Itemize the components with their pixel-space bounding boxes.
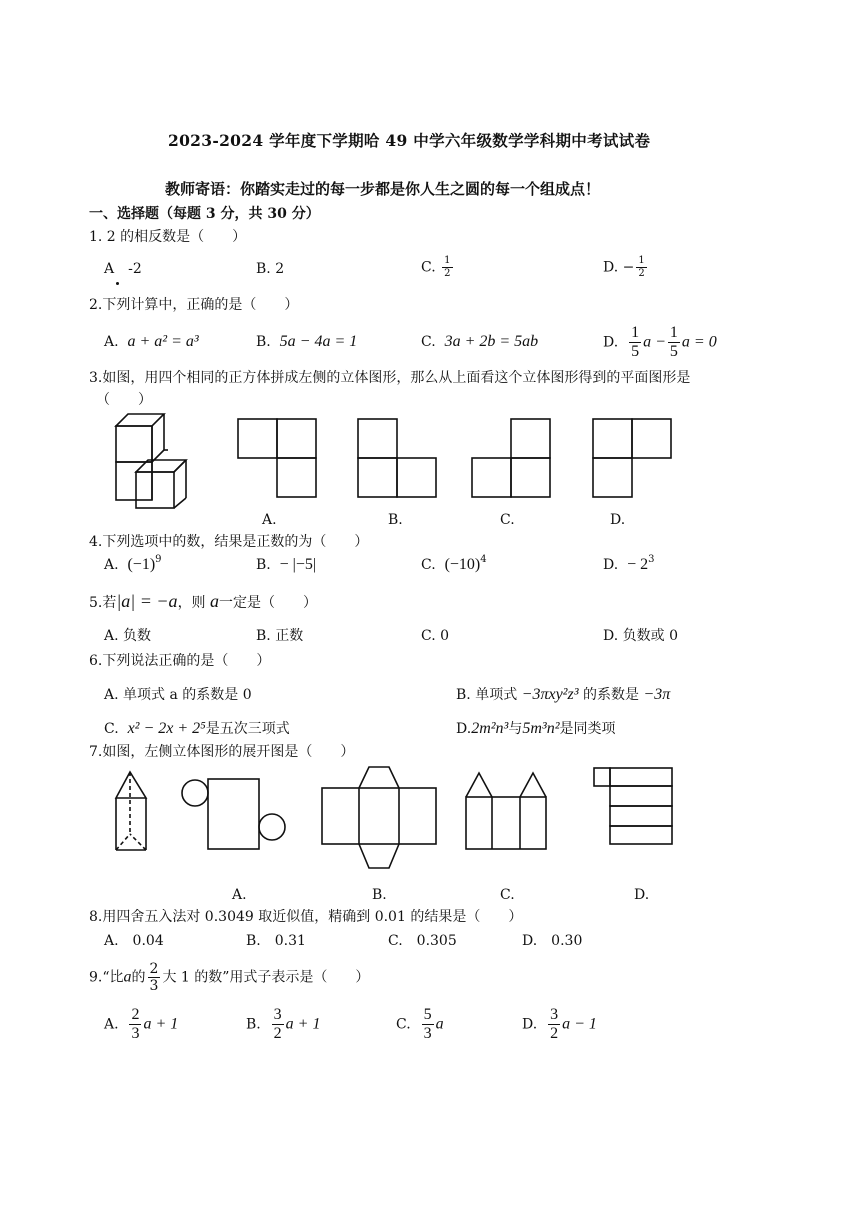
q1-option-c: C. $\frac{1}{2}$ bbox=[421, 255, 451, 279]
q7-label-d: D. bbox=[634, 887, 650, 903]
q2-option-c: C. 3a + 2b = 5ab bbox=[421, 333, 539, 350]
q7-option-b-figure bbox=[319, 764, 439, 874]
q6-option-a: A. 单项式 a 的系数是 0 bbox=[104, 687, 252, 703]
q4-option-b: B. − |−5| bbox=[256, 556, 317, 573]
q1-option-d: D. − $\frac{1}{2}$ bbox=[603, 255, 645, 279]
q1-stem: 1. 2 的相反数是（ ） bbox=[89, 229, 247, 245]
q2-stem: 2.下列计算中，正确的是（ ） bbox=[89, 297, 299, 313]
q3-option-c-figure bbox=[471, 418, 551, 498]
q5-option-c: C. 0 bbox=[421, 628, 450, 644]
q4-option-d: D. − $2^3$ bbox=[603, 554, 655, 573]
q7-option-d-figure bbox=[592, 766, 676, 848]
q3-label-a: A. bbox=[262, 512, 277, 528]
q3-cube-solid bbox=[108, 410, 204, 510]
q9-stem: 9.“比a的 $\frac{2}{3}$ 大 1 的数”用式子表示是（ ） bbox=[89, 961, 370, 994]
exam-title: 2023-2024 学年度下学期哈 49 中学六年级数学学科期中考试试卷 bbox=[168, 131, 651, 150]
q3-label-d: D. bbox=[610, 512, 626, 528]
q8-option-d: D. 0.30 bbox=[522, 933, 583, 949]
q7-label-c: C. bbox=[500, 887, 515, 903]
q3-label-b: B. bbox=[388, 512, 403, 528]
q5-option-d: D. 负数或 0 bbox=[603, 628, 678, 644]
q5-option-a: A. 负数 bbox=[104, 628, 152, 644]
q3-option-b-figure bbox=[357, 418, 437, 498]
q5-stem: 5.若|a| = −a，则 a一定是（ ） bbox=[89, 591, 318, 611]
q3-option-a-figure bbox=[237, 418, 317, 498]
q3-label-c: C. bbox=[500, 512, 515, 528]
q7-label-a: A. bbox=[232, 887, 247, 903]
q6-option-b: B. 单项式 −3πxy²z³ 的系数是 −3π bbox=[456, 686, 671, 703]
q8-option-b: B. 0.31 bbox=[246, 933, 306, 949]
q6-option-d: D.2m²n³与5m³n²是同类项 bbox=[456, 720, 616, 737]
q8-option-a: A. 0.04 bbox=[104, 933, 164, 949]
q7-prism-solid bbox=[112, 770, 152, 854]
q7-label-b: B. bbox=[372, 887, 387, 903]
q3-answer-paren: （ ） bbox=[96, 392, 152, 408]
teacher-motto: 教师寄语：你踏实走过的每一步都是你人生之圆的每一个组成点！ bbox=[165, 180, 601, 198]
q8-stem: 8.用四舍五入法对 0.3049 取近似值，精确到 0.01 的结果是（ ） bbox=[89, 909, 523, 925]
q9-option-a: A. $\frac{2}{3}$ a + 1 bbox=[104, 1006, 179, 1042]
q1-option-b: B. 2 bbox=[256, 261, 285, 277]
q4-option-c: C. $(-10)^4$ bbox=[421, 554, 487, 573]
q9-option-d: D. $\frac{3}{2}$ a − 1 bbox=[522, 1006, 597, 1042]
q2-option-a: A. a + a² = a³ bbox=[104, 333, 199, 350]
q8-option-c: C. 0.305 bbox=[388, 933, 457, 949]
q2-option-d: D. $\frac{1}{5}$ a − $\frac{1}{5}$ a = 0 bbox=[603, 324, 717, 360]
q9-option-b: B. $\frac{3}{2}$ a + 1 bbox=[246, 1006, 321, 1042]
q7-option-a-figure bbox=[181, 775, 289, 851]
q7-option-c-figure bbox=[463, 771, 549, 851]
q3-option-d-figure bbox=[592, 418, 672, 498]
q9-option-c: C. $\frac{5}{3}$ a bbox=[396, 1006, 444, 1042]
q1-option-a: A -2 bbox=[104, 261, 142, 277]
q6-stem: 6.下列说法正确的是（ ） bbox=[89, 653, 271, 669]
q4-stem: 4.下列选项中的数，结果是正数的为（ ） bbox=[89, 534, 369, 550]
section-heading: 一、选择题（每题 3 分，共 30 分） bbox=[89, 206, 320, 222]
q4-option-a: A. $(-1)^9$ bbox=[104, 554, 162, 573]
q2-option-b: B. 5a − 4a = 1 bbox=[256, 333, 358, 350]
q5-option-b: B. 正数 bbox=[256, 628, 304, 644]
q3-stem: 3.如图，用四个相同的正方体拼成左侧的立体图形，那么从上面看这个立体图形得到的平面图形是 bbox=[89, 370, 691, 386]
q6-option-c: C. x² − 2x + 2⁵是五次三项式 bbox=[104, 720, 290, 737]
q1-dot bbox=[116, 282, 119, 285]
q7-stem: 7.如图，左侧立体图形的展开图是（ ） bbox=[89, 744, 355, 760]
